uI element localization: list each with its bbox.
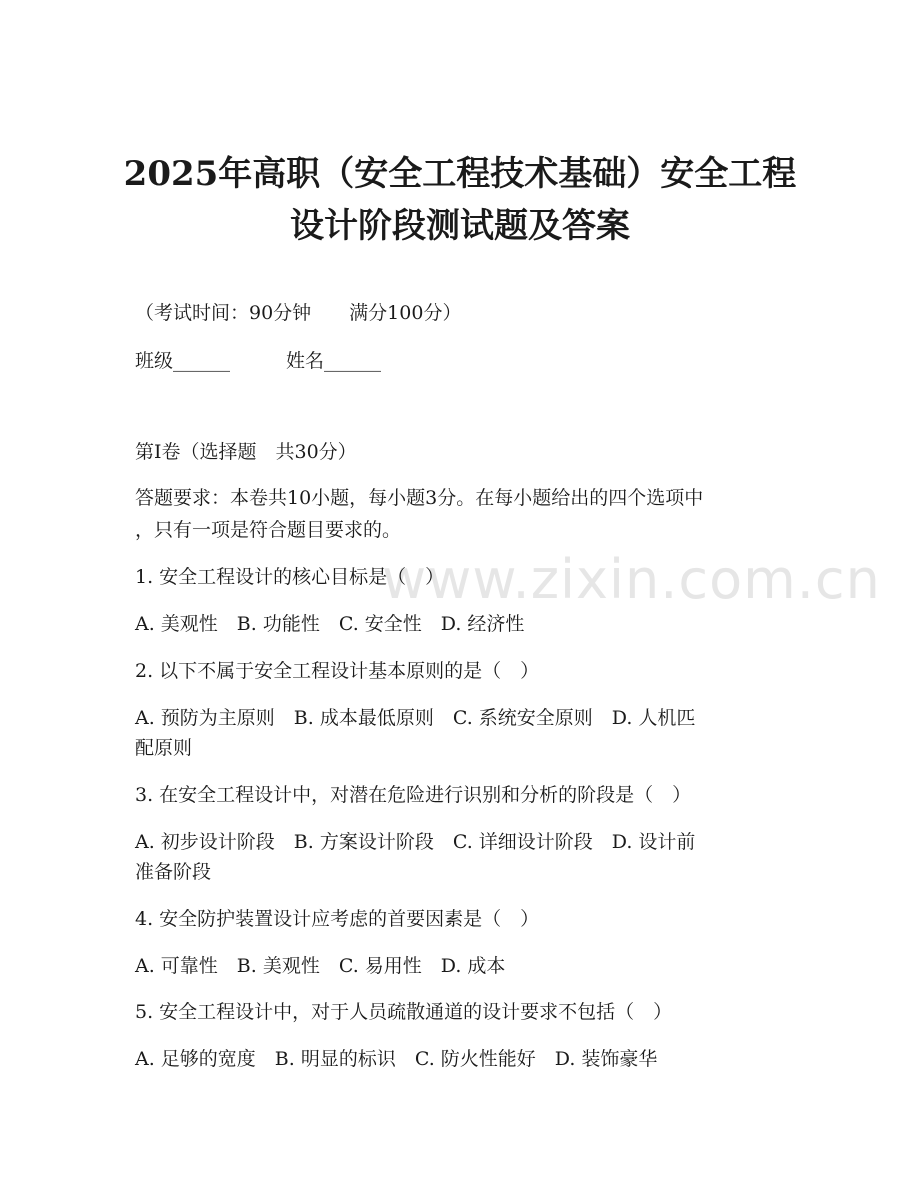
question-1-stem: 1. 安全工程设计的核心目标是（ ）	[135, 566, 445, 588]
class-field: 班级______	[135, 350, 231, 372]
question-2-options-cont: 配原则	[135, 737, 193, 759]
title-line-1: 2025年高职（安全工程技术基础）安全工程	[123, 154, 797, 194]
exam-info: （考试时间：90分钟 满分100分）	[135, 302, 462, 324]
question-1-options: A. 美观性 B. 功能性 C. 安全性 D. 经济性	[135, 613, 525, 635]
question-3-options: A. 初步设计阶段 B. 方案设计阶段 C. 详细设计阶段 D. 设计前	[135, 831, 696, 853]
instructions-line-2: ，只有一项是符合题目要求的。	[135, 519, 402, 541]
section-header: 第Ⅰ卷（选择题 共30分）	[135, 441, 357, 463]
question-5-stem: 5. 安全工程设计中，对于人员疏散通道的设计要求不包括（ ）	[135, 1001, 673, 1023]
watermark: www.zixin.com.cn	[382, 548, 881, 611]
question-5-options: A. 足够的宽度 B. 明显的标识 C. 防火性能好 D. 装饰豪华	[135, 1048, 658, 1070]
instructions-line-1: 答题要求：本卷共10小题，每小题3分。在每小题给出的四个选项中	[135, 487, 704, 509]
question-4-stem: 4. 安全防护装置设计应考虑的首要因素是（ ）	[135, 908, 540, 930]
question-2-options: A. 预防为主原则 B. 成本最低原则 C. 系统安全原则 D. 人机匹	[135, 707, 696, 729]
question-4-options: A. 可靠性 B. 美观性 C. 易用性 D. 成本	[135, 955, 506, 977]
student-fields	[135, 347, 795, 375]
question-3-stem: 3. 在安全工程设计中，对潜在危险进行识别和分析的阶段是（ ）	[135, 784, 692, 806]
question-3-options-cont: 准备阶段	[135, 861, 212, 883]
question-2-stem: 2. 以下不属于安全工程设计基本原则的是（ ）	[135, 660, 540, 682]
name-field: 姓名______	[286, 350, 382, 372]
title-line-2: 设计阶段测试题及答案	[290, 206, 630, 246]
